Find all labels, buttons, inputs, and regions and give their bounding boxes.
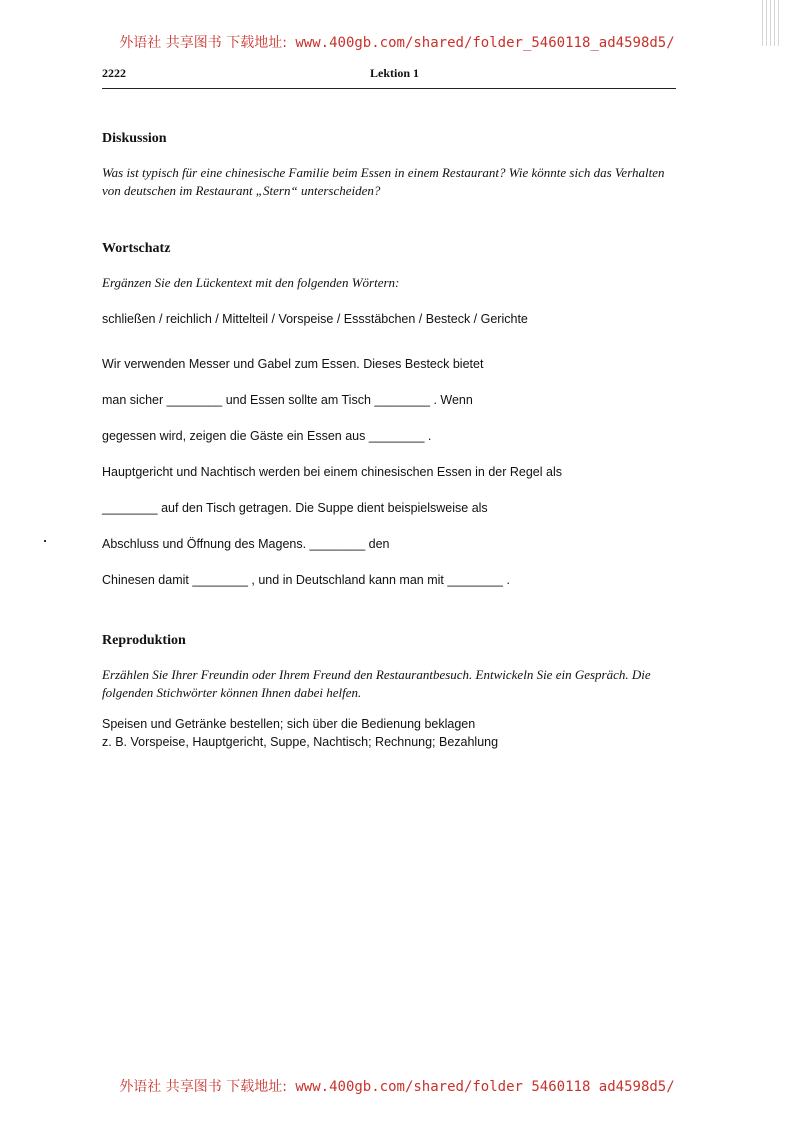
watermark-bottom: [0, 1076, 794, 1096]
exercise-instruction: Ergänzen Sie den Lückentext mit den folgenden Wörtern:: [102, 275, 400, 290]
section-diskussion: [102, 130, 672, 200]
watermark-url: www.400gb.com/shared/folder 5460118 ad4598d5/: [295, 1079, 675, 1095]
watermark-cjk-text: 外语社 共享图书 下载地址:: [119, 1079, 287, 1095]
cloze-line: Wir verwenden Messer und Gabel zum Essen. Dieses Besteck bietet: [102, 357, 484, 371]
section-wortschatz: [102, 240, 672, 598]
lesson-title: Lektion 1: [370, 66, 420, 80]
section-title: Diskussion: [102, 131, 167, 146]
watermark-cjk-text: 外语社 共享图书 下载地址:: [119, 35, 287, 51]
keyword-line: Speisen und Getränke bestellen; sich über die Bedienung beklagen: [102, 717, 476, 731]
watermark-url: www.400gb.com/shared/folder_5460118_ad4598d5/: [295, 35, 675, 51]
cloze-line: Abschluss und Öffnung des Magens. ________ den: [102, 537, 390, 551]
page-number: 2222: [102, 66, 126, 80]
watermark-top: [0, 32, 794, 52]
keyword-line: z. B. Vorspeise, Hauptgericht, Suppe, Nachtisch; Rechnung; Bezahlung: [102, 735, 499, 749]
cloze-line: gegessen wird, zeigen die Gäste ein Essen aus ________ .: [102, 429, 432, 443]
section-reproduktion: [102, 632, 672, 750]
word-list: schließen / reichlich / Mittelteil / Vorspeise / Essstäbchen / Besteck / Gerichte: [102, 312, 528, 326]
scan-speck: [44, 540, 46, 542]
cloze-line: Hauptgericht und Nachtisch werden bei einem chinesischen Essen in der Regel als: [102, 465, 562, 479]
corner-scan-marks: [762, 0, 780, 46]
cloze-line: ________ auf den Tisch getragen. Die Suppe dient beispielsweise als: [102, 501, 488, 515]
section-title: Wortschatz: [102, 241, 171, 256]
cloze-line: man sicher ________ und Essen sollte am Tisch ________ . Wenn: [102, 393, 473, 407]
section-title: Reproduktion: [102, 633, 186, 648]
running-head: [102, 64, 676, 89]
cloze-line: Chinesen damit ________ , und in Deutschland kann man mit ________ .: [102, 573, 510, 587]
exercise-instruction: Erzählen Sie Ihrer Freundin oder Ihrem Freund den Restaurantbesuch. Entwickeln Sie ein Gespräch. Die folgenden Stichwörter können Ihnen dabei helfen.: [102, 667, 651, 700]
page-body: [102, 130, 672, 750]
discussion-question: Was ist typisch für eine chinesische Familie beim Essen in einem Restaurant? Wie könnte sich das Verhalten von deutschen im Restaurant „Stern“ unterscheiden?: [102, 165, 665, 198]
